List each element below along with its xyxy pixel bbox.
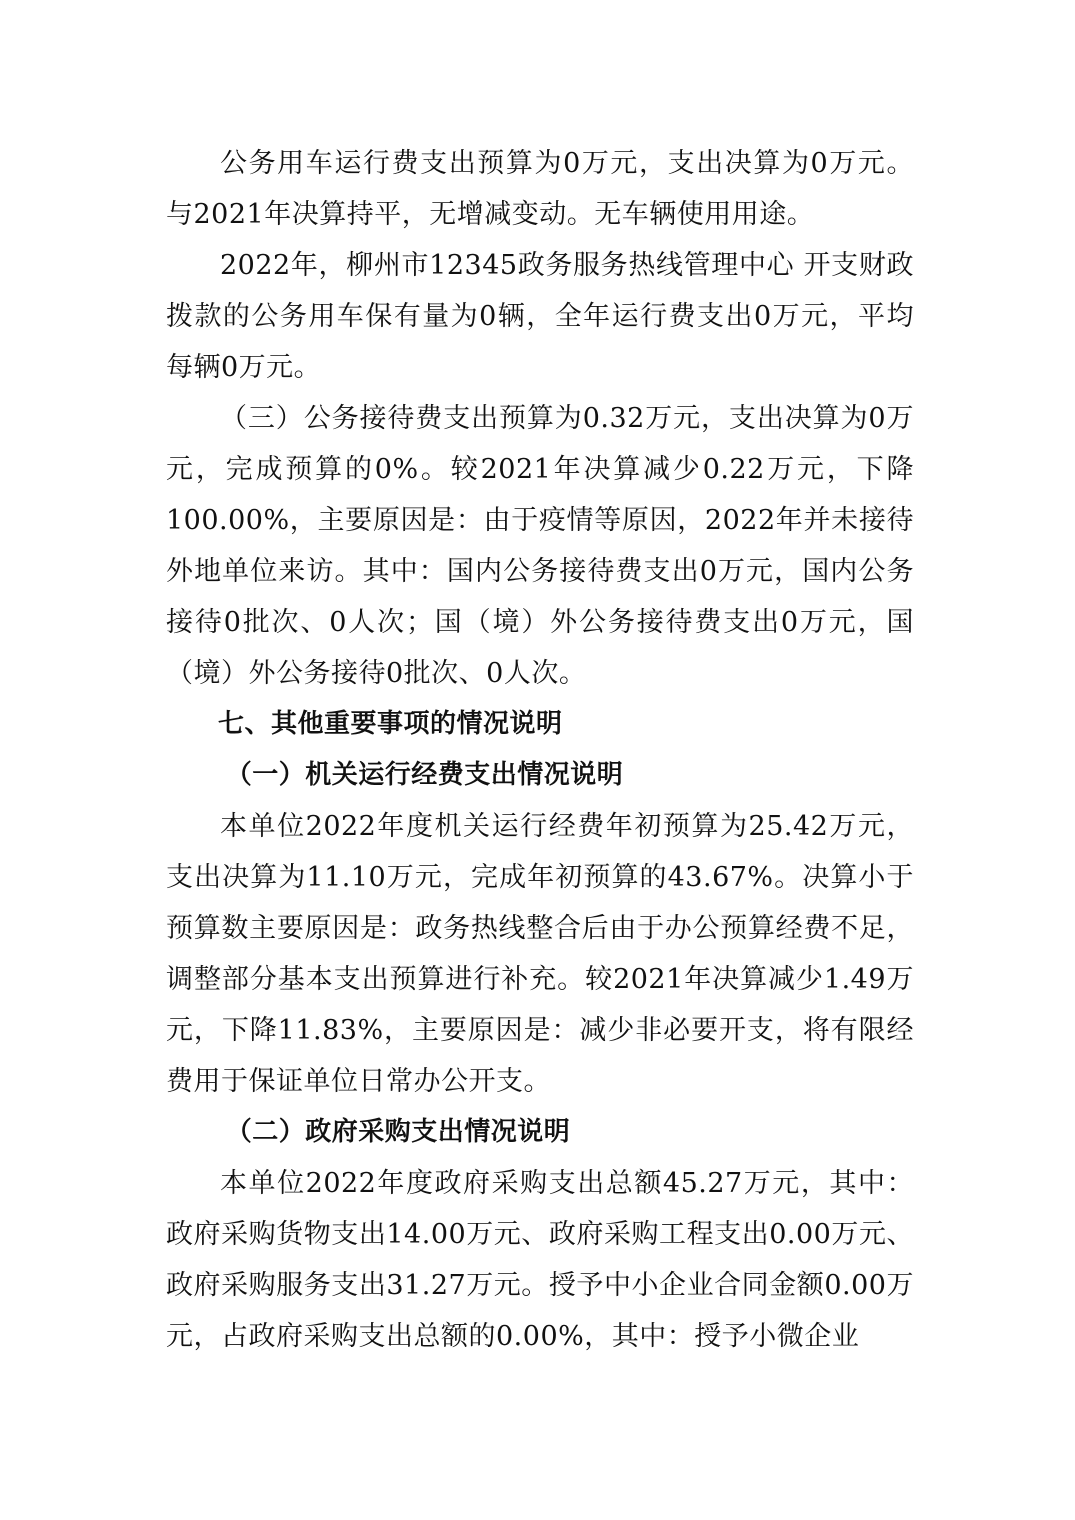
section-heading-other-matters: 七、其他重要事项的情况说明 <box>218 709 563 739</box>
document-body <box>166 138 914 1362</box>
subheading-procurement: （二）政府采购支出情况说明 <box>225 1117 571 1147</box>
paragraph-vehicle-count: 2022年，柳州市12345政务服务热线管理中心 开支财政拨款的公务用车保有量为0辆，全年运行费支出0万元，平均每辆0万元。 <box>166 250 914 383</box>
paragraph-procurement: 本单位2022年度政府采购支出总额45.27万元，其中：政府采购货物支出14.00万元、政府采购工程支出0.00万元、政府采购服务支出31.27万元。授予中小企业合同金额0.00万元，占政府采购支出总额的0.00%，其中：授予小微企业 <box>166 1168 914 1352</box>
paragraph-vehicle-budget: 公务用车运行费支出预算为0万元，支出决算为0万元。与2021年决算持平，无增减变动。无车辆使用用途。 <box>166 148 914 230</box>
paragraph-operating-expense: 本单位2022年度机关运行经费年初预算为25.42万元，支出决算为11.10万元，完成年初预算的43.67%。决算小于预算数主要原因是：政务热线整合后由于办公预算经费不足，调整部分基本支出预算进行补充。较2021年决算减少1.49万元，下降11.83%，主要原因是：减少非必要开支，将有限经费用于保证单位日常办公开支。 <box>166 811 914 1097</box>
subheading-operating-expense: （一）机关运行经费支出情况说明 <box>225 760 624 790</box>
paragraph-reception-expense: （三）公务接待费支出预算为0.32万元，支出决算为0万元，完成预算的0%。较2021年决算减少0.22万元，下降100.00%，主要原因是：由于疫情等原因，2022年并未接待外地单位来访。其中：国内公务接待费支出0万元，国内公务接待0批次、0人次；国（境）外公务接待费支出0万元，国（境）外公务接待0批次、0人次。 <box>166 403 914 689</box>
